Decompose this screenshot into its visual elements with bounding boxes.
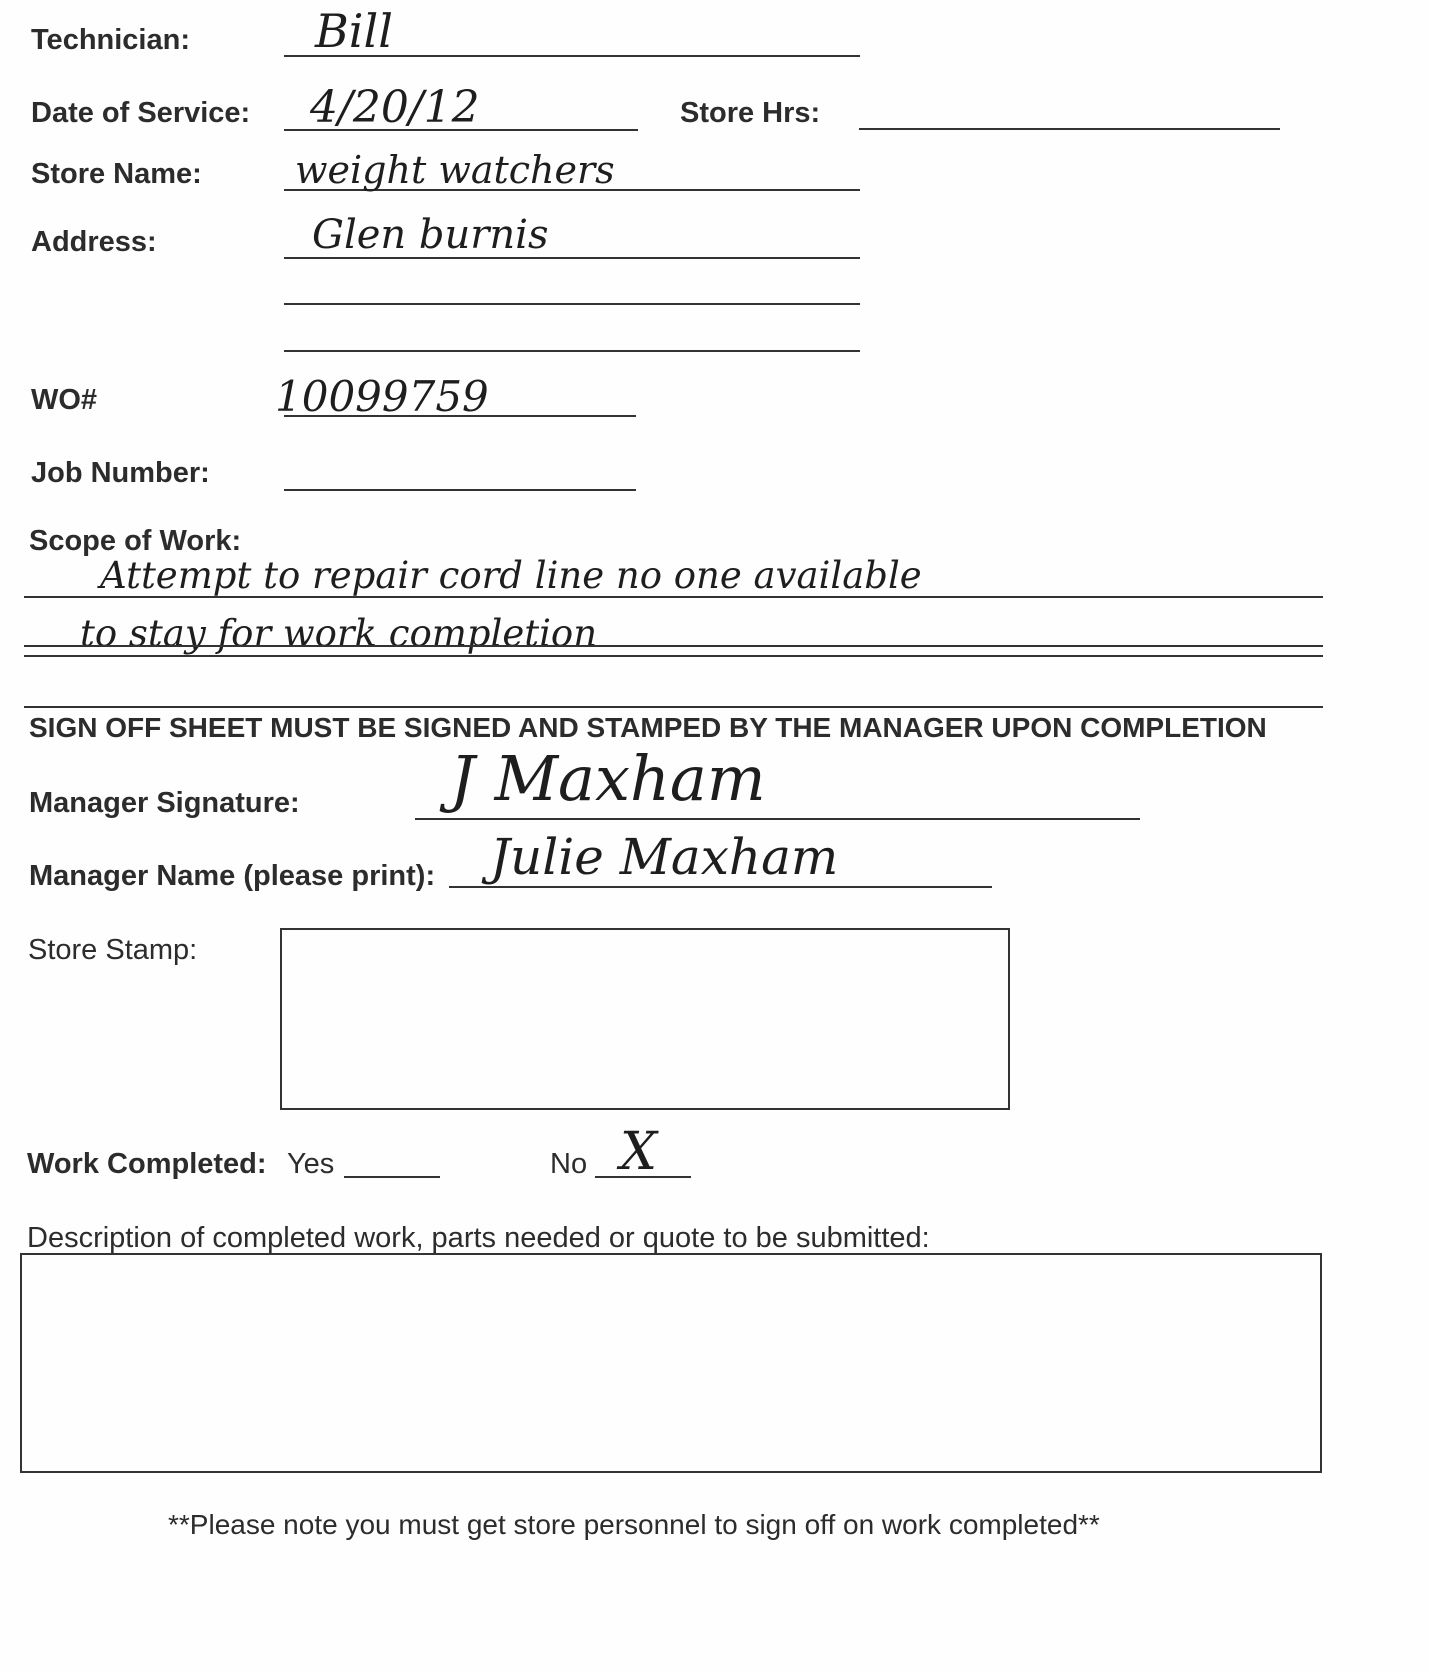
yes-line[interactable] bbox=[344, 1176, 440, 1178]
job-number-label: Job Number: bbox=[31, 457, 210, 489]
store-hrs-line bbox=[859, 128, 1280, 130]
no-label: No bbox=[550, 1148, 588, 1180]
description-box[interactable] bbox=[20, 1253, 1322, 1473]
wo-value[interactable]: 10099759 bbox=[275, 372, 489, 421]
scope-line-3 bbox=[24, 655, 1323, 657]
job-number-line bbox=[284, 489, 636, 491]
address-value-1[interactable]: Glen burnis bbox=[312, 212, 549, 258]
scope-line-2 bbox=[24, 645, 1323, 647]
address-label: Address: bbox=[31, 226, 157, 258]
scope-of-work-line2-text[interactable]: to stay for work completion bbox=[80, 612, 598, 655]
store-stamp-label: Store Stamp: bbox=[28, 934, 198, 966]
scope-of-work-line1-text[interactable]: Attempt to repair cord line no one available bbox=[100, 554, 922, 597]
date-of-service-label: Date of Service: bbox=[31, 97, 251, 129]
technician-value[interactable]: Bill bbox=[315, 4, 393, 58]
footer-note: **Please note you must get store personnel to sign off on work completed** bbox=[168, 1509, 1100, 1540]
sign-off-notice: SIGN OFF SHEET MUST BE SIGNED AND STAMPED BY THE MANAGER UPON COMPLETION bbox=[29, 712, 1267, 743]
work-completed-label: Work Completed: bbox=[27, 1148, 267, 1180]
manager-signature-label: Manager Signature: bbox=[29, 787, 300, 819]
manager-name-line bbox=[449, 886, 992, 888]
store-name-label: Store Name: bbox=[31, 158, 202, 190]
scope-line-1 bbox=[24, 596, 1323, 598]
address-line-2 bbox=[284, 303, 860, 305]
address-line-3 bbox=[284, 350, 860, 352]
manager-name-value[interactable]: Julie Maxham bbox=[490, 828, 839, 886]
yes-label: Yes bbox=[287, 1148, 335, 1180]
wo-label: WO# bbox=[31, 384, 98, 416]
no-mark[interactable]: X bbox=[620, 1122, 658, 1182]
scope-line-4 bbox=[24, 706, 1323, 708]
store-name-value[interactable]: weight watchers bbox=[295, 148, 615, 192]
store-hrs-label: Store Hrs: bbox=[680, 97, 821, 129]
technician-label: Technician: bbox=[31, 24, 190, 56]
manager-signature-line bbox=[415, 818, 1140, 820]
description-label: Description of completed work, parts needed or quote to be submitted: bbox=[27, 1222, 930, 1254]
store-stamp-box[interactable] bbox=[280, 928, 1010, 1110]
scope-of-work-label: Scope of Work: bbox=[29, 525, 242, 557]
date-of-service-value[interactable]: 4/20/12 bbox=[310, 82, 480, 133]
manager-signature[interactable]: J Maxham bbox=[450, 742, 766, 815]
manager-name-label: Manager Name (please print): bbox=[29, 860, 436, 892]
